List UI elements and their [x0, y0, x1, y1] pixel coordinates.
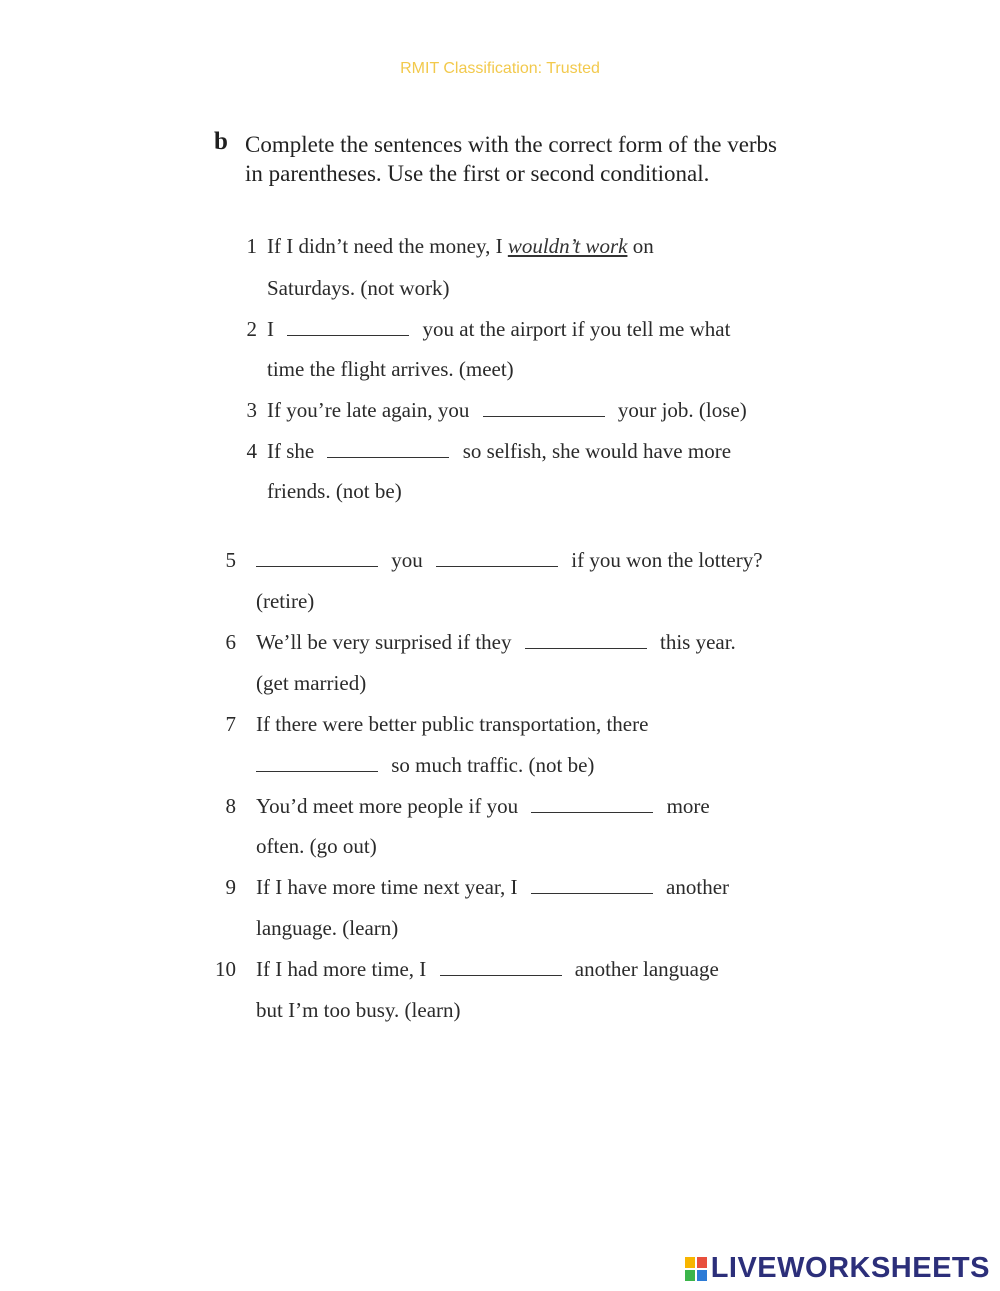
answer-blank[interactable]	[256, 755, 378, 772]
item-10-line-1	[215, 957, 719, 982]
item-number: 5	[225, 548, 236, 572]
item-4-line-1	[245, 439, 731, 464]
classification-label: RMIT Classification: Trusted	[400, 60, 600, 77]
item-text: friends. (not be)	[267, 479, 402, 503]
item-6-line-2	[256, 671, 366, 696]
item-text: so much traffic. (not be)	[391, 753, 595, 777]
example-answer: wouldn’t work	[507, 234, 628, 258]
item-7-line-1	[224, 712, 648, 737]
item-text: You’d meet more people if you	[256, 794, 519, 818]
item-number: 3	[246, 398, 257, 422]
answer-blank[interactable]	[531, 877, 653, 894]
logo-square	[697, 1257, 707, 1268]
answer-blank[interactable]	[287, 319, 409, 336]
item-text: language. (learn)	[256, 916, 399, 940]
answer-blank[interactable]	[256, 550, 378, 567]
item-2-line-2	[267, 357, 514, 382]
item-text: If I had more time, I	[256, 957, 427, 981]
item-5-line-1	[224, 548, 763, 573]
item-number: 9	[225, 875, 236, 899]
logo-square	[685, 1270, 695, 1281]
item-number: 10	[215, 957, 236, 981]
item-text: you	[391, 548, 423, 572]
item-text: another	[666, 875, 730, 899]
item-text: so selfish, she would have more	[462, 439, 732, 463]
item-text: more	[666, 794, 710, 818]
item-text: but I’m too busy. (learn)	[256, 998, 461, 1022]
answer-blank[interactable]	[440, 959, 562, 976]
item-text: your job. (lose)	[617, 398, 747, 422]
item-text: If I have more time next year, I	[256, 875, 518, 899]
item-text: I	[267, 317, 274, 341]
item-text: If you’re late again, you	[267, 398, 470, 422]
item-8-line-1	[224, 794, 710, 819]
item-7-line-2	[256, 753, 594, 778]
item-text: this year.	[659, 630, 736, 654]
item-text: you at the airport if you tell me what	[422, 317, 731, 341]
logo-text: LIVEWORKSHEETS	[710, 1252, 990, 1284]
item-4-line-2	[267, 479, 402, 504]
logo-square	[697, 1270, 707, 1281]
item-6-line-1	[224, 630, 736, 655]
exercise-instruction: Complete the sentences with the correct form of the verbs in parentheses. Use the first or second conditional.	[245, 132, 778, 186]
answer-blank[interactable]	[483, 400, 605, 417]
item-text: We’ll be very surprised if they	[256, 630, 512, 654]
answer-blank[interactable]	[525, 632, 647, 649]
item-text: if you won the lottery?	[571, 548, 763, 572]
item-number: 2	[246, 317, 257, 341]
item-text: If there were better public transportation, there	[256, 712, 649, 736]
item-number: 4	[246, 439, 257, 463]
item-1-line-2	[267, 276, 450, 301]
logo-square	[685, 1257, 695, 1268]
item-text: another language	[574, 957, 719, 981]
liveworksheets-logo	[685, 1252, 990, 1285]
answer-blank[interactable]	[327, 441, 449, 458]
item-number: 1	[246, 234, 257, 258]
item-text: on	[632, 234, 654, 258]
section-letter: b	[214, 128, 228, 155]
item-text: Saturdays. (not work)	[267, 276, 450, 300]
item-10-line-2	[256, 998, 461, 1023]
item-text: If she	[267, 439, 315, 463]
item-2-line-1	[245, 317, 730, 342]
item-number: 6	[225, 630, 236, 654]
item-text: If I didn’t need the money, I	[267, 234, 503, 258]
item-8-line-2	[256, 834, 377, 859]
item-number: 7	[225, 712, 236, 736]
answer-blank[interactable]	[436, 550, 558, 567]
item-3-line-1	[245, 398, 747, 423]
item-text: often. (go out)	[256, 834, 377, 858]
item-1-line-1	[245, 234, 654, 259]
item-text: (get married)	[256, 671, 367, 695]
item-9-line-2	[256, 916, 398, 941]
item-text: time the flight arrives. (meet)	[267, 357, 514, 381]
item-text: (retire)	[256, 589, 315, 613]
item-5-line-2	[256, 589, 314, 614]
item-number: 8	[225, 794, 236, 818]
logo-grid-icon	[685, 1257, 707, 1281]
answer-blank[interactable]	[531, 796, 653, 813]
item-9-line-1	[224, 875, 729, 900]
